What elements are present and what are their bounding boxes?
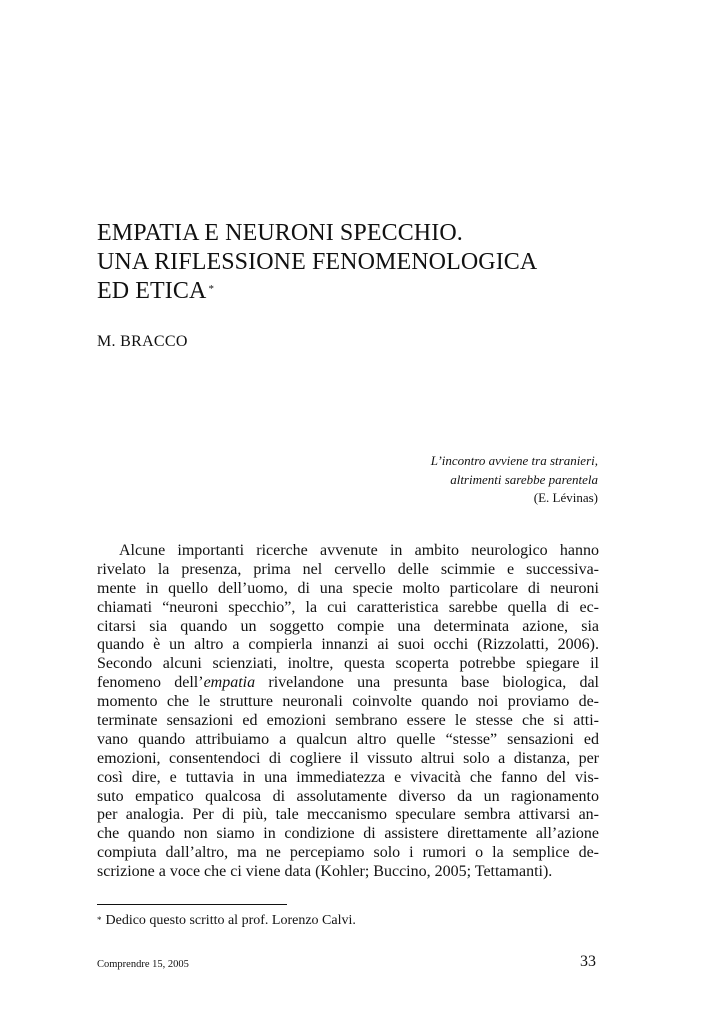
page-number: 33 bbox=[580, 953, 596, 970]
body-line: emozioni, consentendoci di cogliere il vissuto altrui solo a distanza, per bbox=[97, 749, 599, 767]
title-line-3-text: ED ETICA bbox=[97, 278, 207, 304]
body-line: per analogia. Per di più, tale meccanismo speculare sembra attivarsi an- bbox=[97, 806, 599, 824]
body-paragraph bbox=[97, 542, 599, 882]
body-line: così dire, e tuttavia in una immediatezza e vivacità che fanno del vis- bbox=[97, 768, 599, 786]
epigraph-source: (E. Lévinas) bbox=[533, 490, 598, 505]
body-line: che quando non siamo in condizione di assistere direttamente all’azione bbox=[97, 825, 599, 843]
body-line-8-pre: fenomeno dell’ bbox=[97, 674, 204, 692]
title-footnote-marker[interactable]: * bbox=[208, 283, 215, 295]
body-line: citarsi sia quando un soggetto compie una determinata azione, sia bbox=[97, 617, 599, 635]
body-line: compiuta dall’altro, ma ne percepiamo solo i rumori o la semplice de- bbox=[97, 844, 599, 862]
journal-citation: Comprendre 15, 2005 bbox=[97, 959, 189, 970]
epigraph bbox=[278, 452, 598, 508]
body-line: rivelato la presenza, prima nel cervello delle scimmie e successiva- bbox=[97, 560, 599, 578]
empatia-emphasis: empatia bbox=[203, 674, 256, 692]
epigraph-line-2: altrimenti sarebbe parentela bbox=[450, 471, 598, 487]
body-line: scrizione a voce che ci viene data (Kohler; Buccino, 2005; Tettamanti). bbox=[97, 863, 553, 881]
body-line-8-post: rivelandone una presunta base biologica, dal bbox=[255, 674, 600, 692]
body-line: momento che le strutture neuronali coinvolte quando noi proviamo de- bbox=[97, 693, 599, 711]
body-line bbox=[97, 674, 599, 693]
footnote bbox=[97, 912, 356, 930]
body-line: quando è un altro a compierla innanzi ai suoi occhi (Rizzolatti, 2006). bbox=[97, 636, 599, 654]
author-name: M. BRACCO bbox=[97, 333, 188, 350]
body-line: Secondo alcuni scienziati, inoltre, questa scoperta potrebbe spiegare il bbox=[97, 655, 599, 673]
footnote-text: Dedico questo scritto al prof. Lorenzo Calvi. bbox=[105, 913, 356, 928]
epigraph-line-1: L’incontro avviene tra stranieri, bbox=[430, 453, 598, 468]
title-line-1: EMPATIA E NEURONI SPECCHIO. bbox=[97, 220, 463, 246]
body-line: vano quando attribuiamo a qualcun altro quelle “stesse” sensazioni ed bbox=[97, 730, 599, 748]
body-line: terminate sensazioni ed emozioni sembrano essere le stesse che si atti- bbox=[97, 712, 599, 730]
footnote-separator bbox=[97, 904, 287, 905]
body-line: chiamati “neuroni specchio”, la cui caratteristica sarebbe quella di ec- bbox=[97, 598, 599, 616]
article-title bbox=[97, 219, 617, 306]
body-line: Alcune importanti ricerche avvenute in ambito neurologico hanno bbox=[119, 542, 599, 559]
footnote-marker: * bbox=[97, 915, 102, 925]
title-line-3 bbox=[97, 277, 617, 306]
title-line-2: UNA RIFLESSIONE FENOMENOLOGICA bbox=[97, 249, 538, 275]
body-line: mente in quello dell’uomo, di una specie molto particolare di neuroni bbox=[97, 579, 599, 597]
body-line: suto empatico qualcosa di assolutamente diverso da un ragionamento bbox=[97, 787, 599, 805]
